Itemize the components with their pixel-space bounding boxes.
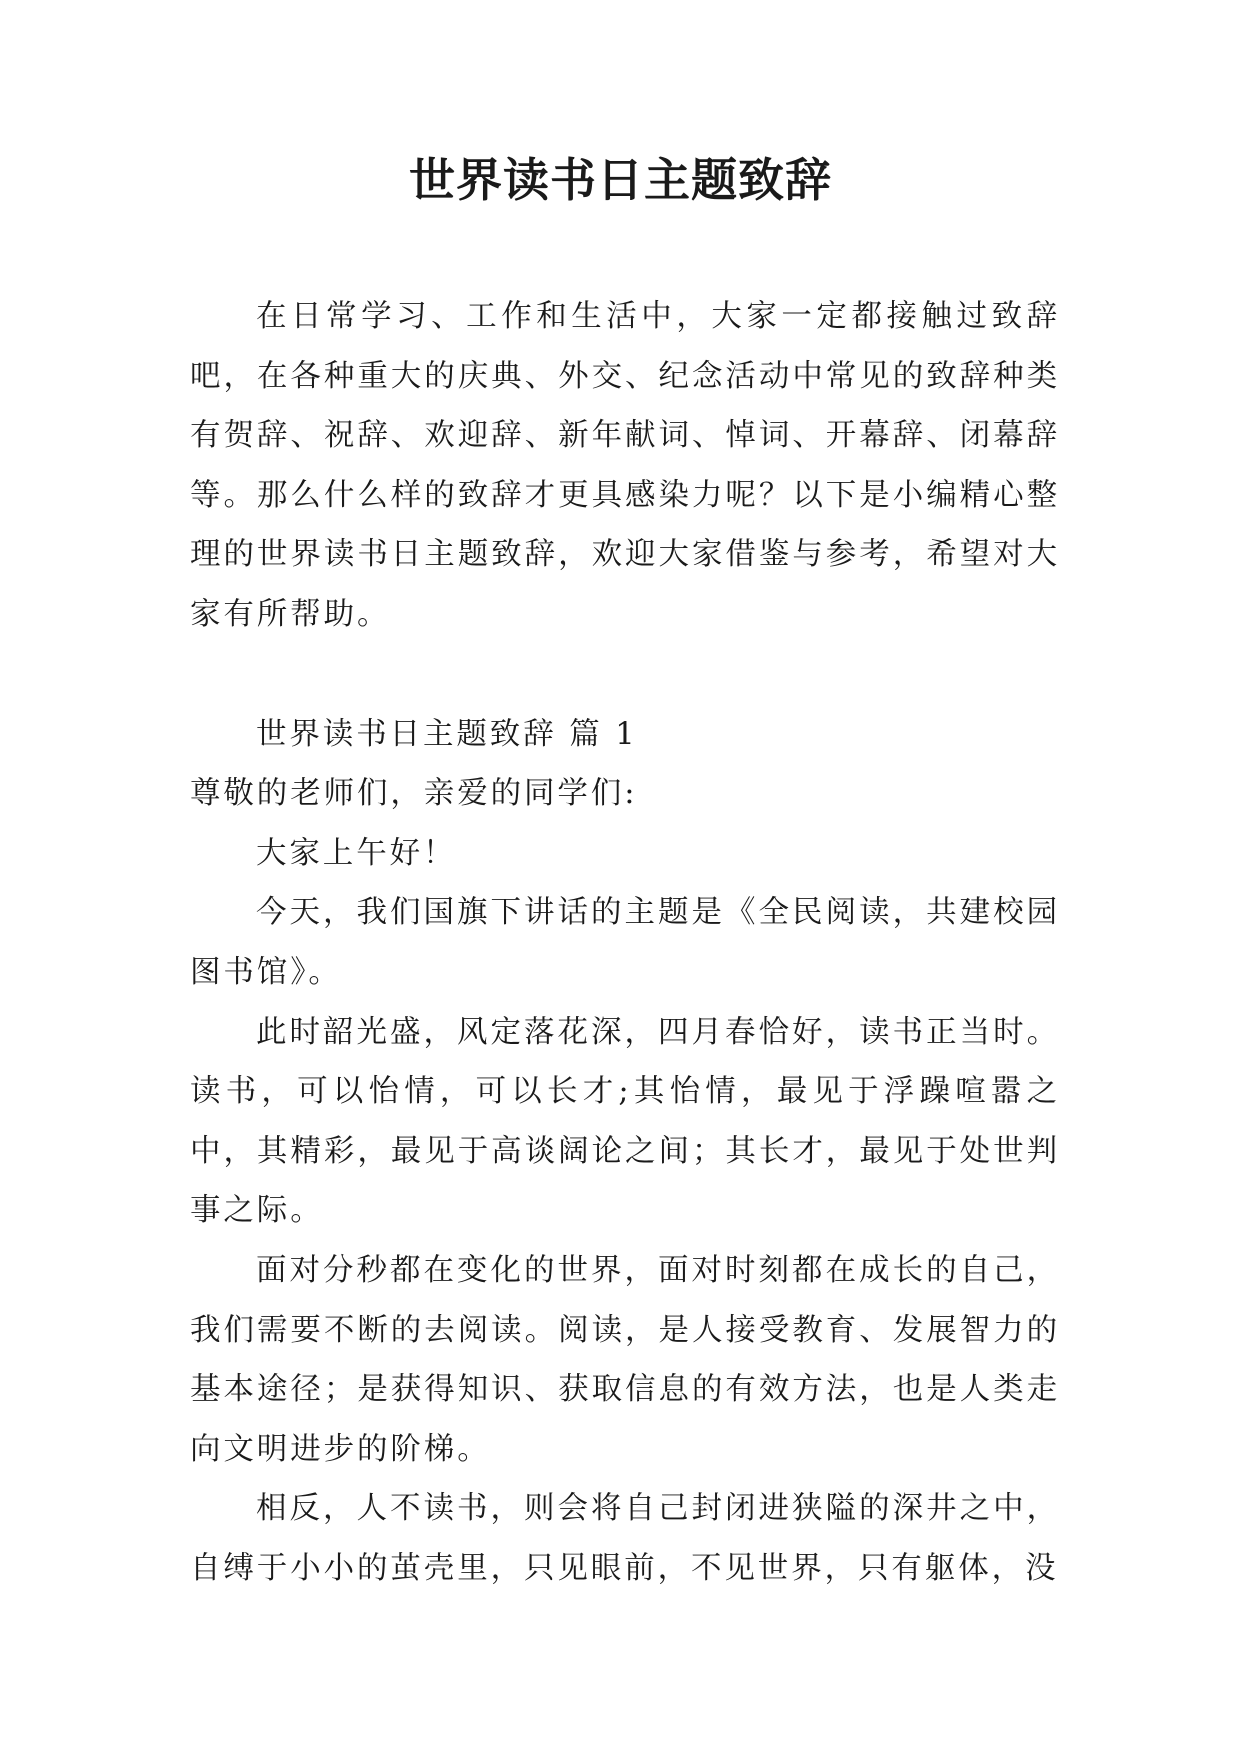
document-body — [190, 287, 1060, 1598]
body-paragraph-2: 此时韶光盛，风定落花深，四月春恰好，读书正当时。读书，可以怡情，可以长才;其怡情，最见于浮躁喧嚣之中，其精彩，最见于高谈阔论之间；其长才，最见于处世判事之际。 — [190, 1014, 1060, 1229]
salutation: 尊敬的老师们，亲爱的同学们: — [190, 776, 638, 812]
greeting: 大家上午好！ — [256, 835, 457, 871]
section-heading: 世界读书日主题致辞 篇 1 — [256, 716, 638, 752]
intro-paragraph: 在日常学习、工作和生活中，大家一定都接触过致辞吧，在各种重大的庆典、外交、纪念活动中常见的致辞种类有贺辞、祝辞、欢迎辞、新年献词、悼词、开幕辞、闭幕辞等。那么什么样的致辞才更具感染力呢？以下是小编精心整理的世界读书日主题致辞，欢迎大家借鉴与参考，希望对大家有所帮助。 — [190, 299, 1060, 632]
document-title: 世界读书日主题致辞 — [409, 153, 832, 207]
body-paragraph-4: 相反，人不读书，则会将自己封闭进狭隘的深井之中，自缚于小小的茧壳里，只见眼前，不见世界，只有躯体，没 — [190, 1491, 1060, 1586]
body-paragraph-1: 今天，我们国旗下讲话的主题是《全民阅读，共建校园图书馆》。 — [190, 895, 1060, 990]
body-paragraph-3: 面对分秒都在变化的世界，面对时刻都在成长的自己，我们需要不断的去阅读。阅读，是人接受教育、发展智力的基本途径；是获得知识、获取信息的有效方法，也是人类走向文明进步的阶梯。 — [190, 1252, 1060, 1467]
spacer — [190, 645, 1060, 705]
